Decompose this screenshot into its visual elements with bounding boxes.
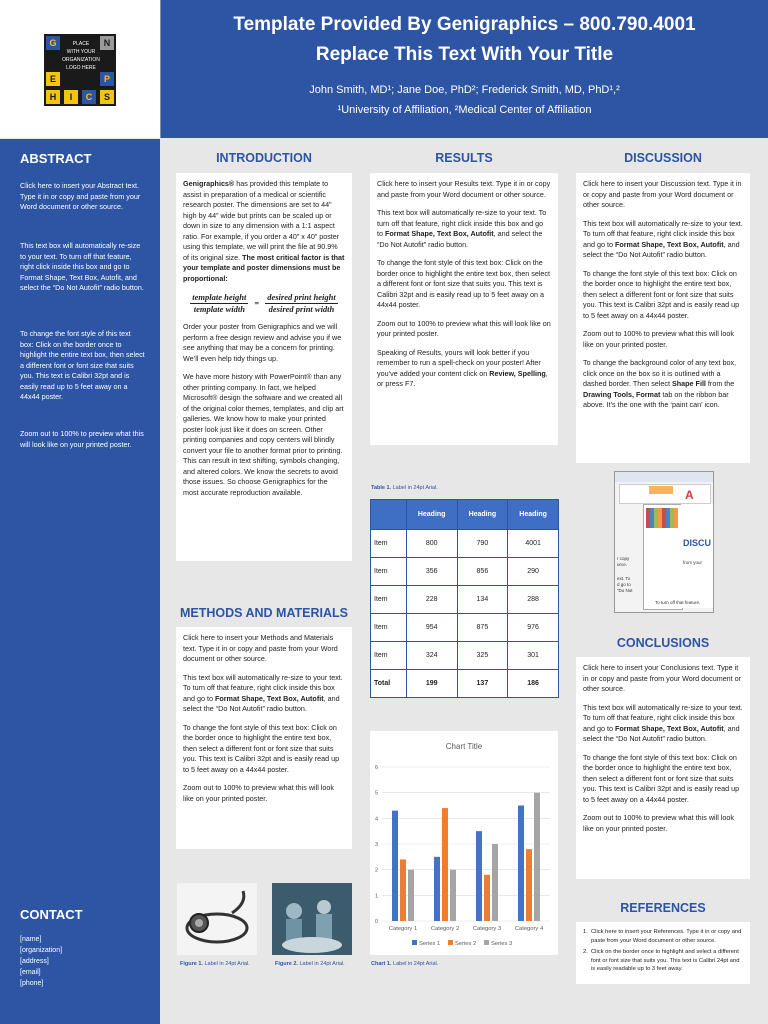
legend-label: Series 1 [419,941,441,947]
contact-organization: [organization] [20,947,63,954]
results-paragraph: Speaking of Results, yours will look better if you remember to run a spell-check on your poster! After you’ve added your content click on Review, Spelling, or press F7. [377,347,548,388]
table-header-cell: Heading [406,500,457,530]
logo-letter-s: S [100,90,114,104]
discussion-paragraph: To change the font style of this text box: Click on the border once to highlight the entire text box, then select a different font or font size that suits you. This text is Calibri 32pt and is easily read up to 5 feet away on a 44x44 poster. [583,268,740,320]
methods-paragraph: Zoom out to 100% to preview what this will look like on your printed poster. [183,783,335,803]
table-total-row [371,670,559,698]
y-tick-label: 5 [374,790,378,797]
poster-header [161,0,768,138]
table-header-row [371,500,559,530]
legend-label: Series 2 [455,941,477,947]
chart-bar [400,859,406,921]
table-cell: 288 [508,586,559,614]
discussion-paragraph: Click here to insert your Discussion text. Type it in or copy and paste from your Word document or other source. [583,179,742,209]
introduction-heading: INTRODUCTION [216,151,312,165]
table-header-cell [371,500,407,530]
table-cell: 325 [457,642,508,670]
discussion-paragraph: To change the background color of any text box, click once on the box so it is outlined with a dashed border. Then select Shape Fill from the Drawing Tools, Format tab on the ribbon bar above. It’s the one with the ‘paint can’ icon. [583,358,737,409]
conclusions-paragraph: Click here to insert your Conclusions text. Type it in or copy and paste from your Word document or other source. [583,663,742,693]
discussion-paragraph: This text box will automatically re-size to your text. To turn off that feature, right click inside this box and go to Format Shape, Text Box, Autofit, and select the “Do Not Autofit” radio button. [583,218,743,259]
discussion-paragraph: Zoom out to 100% to preview what this will look like on your printed poster. [583,329,735,349]
table-cell: 800 [406,530,457,558]
legend-swatch [412,940,417,945]
chart-bar [492,844,498,921]
table-row [371,642,559,670]
table-caption: Table 1. Label in 24pt Arial. [371,485,438,491]
table-cell: 199 [406,670,457,698]
methods-heading: METHODS AND MATERIALS [179,606,349,620]
conclusions-paragraph: This text box will automatically re-size to your text. To turn off that feature, right click inside this box and go to Format Shape, Text Box, Autofit, and select the “Do Not Autofit” radio button. [583,702,743,743]
logo-letter-p: P [100,72,114,86]
table-row [371,558,559,586]
logo-letter-n: N [100,36,114,50]
intro-paragraph: We have more history with PowerPoint® than any other printing company. In fact, we helped Microsoft® design the software and we created all of the original color themes, templates, and clip art galleries. We know how to make your printed poster look just like it does on screen. Other printing companies and copy centers will blindly convert your file to another format prior to printing. This can result in text shifting, symbols changing, and altered colors. We know the secrets to avoid those issues. So choose Genigraphics for the most accurate reproduction available. [183,372,344,497]
table-cell: 856 [457,558,508,586]
stethoscope-photo [177,883,257,955]
chart-box [370,731,558,955]
abstract-paragraph: Click here to insert your Abstract text. Type it in or copy and paste from your Word document or other source. [20,181,141,211]
contact-phone: [phone] [20,980,44,987]
table-cell: 954 [406,614,457,642]
introduction-box [176,173,352,561]
logo-letter-c: C [82,90,96,104]
chart-bar [434,857,440,921]
y-tick-label: 1 [374,893,378,900]
x-tick-label: Category 1 [388,926,418,932]
table-cell: 4001 [508,530,559,558]
abstract-paragraph: Zoom out to 100% to preview what this will look like on your printed poster. [20,429,144,449]
abstract-heading: ABSTRACT [20,151,92,166]
contact-details [20,934,145,989]
table-cell: Item [371,642,407,670]
chart-caption: Chart 1. Label in 24pt Arial. [371,961,439,967]
results-heading: RESULTS [435,151,493,165]
legend-swatch [448,940,453,945]
figure1-caption: Figure 1. Label in 24pt Arial. [180,961,250,967]
chart-bar [450,870,456,921]
table-header-cell: Heading [508,500,559,530]
aspect-ratio-formula: template height template width = desired print height desired print width [192,292,336,314]
table-cell: Item [371,530,407,558]
table-cell: 356 [406,558,457,586]
references-heading: REFERENCES [620,901,706,915]
chart-bar [534,793,540,921]
poster-title-line2: Replace This Text With Your Title [315,44,614,65]
authors: John Smith, MD¹; Jane Doe, PhD²; Frederick Smith, MD, PhD¹,² [309,84,620,96]
chart-bar [526,849,532,921]
conclusions-box [576,657,750,879]
table-cell: 290 [508,558,559,586]
table-cell: 228 [406,586,457,614]
table-header-cell: Heading [457,500,508,530]
results-paragraph: Click here to insert your Results text. Type it in or copy and paste from your Word document or other source. [377,179,551,199]
contact-heading: CONTACT [20,907,83,922]
y-tick-label: 0 [374,919,378,925]
logo-panel [0,0,161,138]
table-cell: Item [371,558,407,586]
surgery-photo [272,883,352,955]
table-cell: 324 [406,642,457,670]
intro-paragraph: Order your poster from Genigraphics and we will perform a free design review and advise you if we see anything that may be a concern for printing. We’ll even help tidy things up. [183,322,342,363]
results-paragraph: This text box will automatically re-size to your text. To turn off that feature, right click inside this box and go to Format Shape, Text Box, Autofit, and select the “Do Not Autofit” radio button. [377,208,547,249]
chart-title: Chart Title [445,742,483,751]
table-row [371,586,559,614]
poster-title-line1: Template Provided By Genigraphics – 800.790.4001 [233,14,696,35]
conclusions-heading: CONCLUSIONS [616,636,710,650]
chart-bar [476,831,482,921]
table-cell: 137 [457,670,508,698]
chart-bar [484,875,490,921]
contact-email: [email] [20,969,41,976]
y-tick-label: 3 [374,842,378,848]
affiliations: ¹University of Affiliation, ²Medical Center of Affiliation [337,104,592,116]
x-tick-label: Category 4 [514,926,544,932]
table-cell: 301 [508,642,559,670]
discussion-heading: DISCUSSION [624,151,702,165]
chart-bar [518,806,524,922]
table-row [371,614,559,642]
y-tick-label: 2 [374,867,378,874]
x-tick-label: Category 2 [430,926,460,932]
conclusions-paragraph: To change the font style of this text box: Click on the border once to highlight the entire text box, then select a different font or font size that suits you. This text is Calibri 32pt and is easily read up to 5 feet away on a 44x44 poster. [583,752,740,804]
conclusions-paragraph: Zoom out to 100% to preview what this will look like on your printed poster. [583,813,735,833]
methods-paragraph: This text box will automatically re-size to your text. To turn off that feature, right click inside this box and go to Format Shape, Text Box, Autofit, and select the “Do Not Autofit” radio button. [183,672,343,713]
x-tick-label: Category 3 [472,926,502,932]
table-cell: 790 [457,530,508,558]
results-paragraph: Zoom out to 100% to preview what this will look like on your printed poster. [377,318,551,338]
logo-letter-e: E [46,72,60,86]
methods-paragraph: Click here to insert your Methods and Materials text. Type it in or copy and paste from your Word document or other source. [183,633,338,663]
abstract-paragraph: This text box will automatically re-size to your text. To turn off that feature, right click inside this box and go to Format Shape, Text Box, Autofit, and select the “Do Not Autofit” radio button. [20,241,144,292]
logo-letter-g: G [46,36,60,50]
y-tick-label: 4 [374,816,378,823]
chart-bar [392,811,398,921]
ribbon-screenshot: A DISCU r copy urce. ext. To d go to “Do Not To turn off that feature, from your [614,471,714,613]
figure2-caption: Figure 2. Label in 24pt Arial. [275,961,345,967]
logo-letter-i: I [64,90,78,104]
results-box [370,173,558,445]
legend-swatch [484,940,489,945]
abstract-paragraph: To change the font style of this text box: Click on the border once to highlight the entire text box, then select a different font or font size that suits you. This text is Calibri 32pt and is easily read up to 5 feet away on a 44x44 poster. [20,329,145,401]
intro-paragraph: Genigraphics® has provided this template to assist in preparation of a medical or scientific research poster. The dimensions are set to 44” high by 44” wide but prints can be scaled up or down in size to any dimension with a 1:1 aspect ratio. For example, if you order a 40” x 40” poster using this template, we will print the file at 90.9% of its original size. The most critical factor is that your template and poster dimensions must be proportional: [183,179,345,283]
reference-item: 2. Click on the border once to highlight and select a different font or font size that suits you. This text is Calibri 24pt and is easily readable up to 3 feet away. [583,949,740,972]
contact-address: [address] [20,958,49,965]
logo-placeholder-text: PLACE WITH YOUR ORGANIZATION LOGO HERE [62,41,100,71]
table-cell: 976 [508,614,559,642]
bar-chart [370,731,558,955]
contact-name: [name] [20,936,42,943]
results-paragraph: To change the font style of this text box: Click on the border once to highlight the entire text box, then select a different font or font size that suits you. This text is Calibri 32pt and is easily read up to 5 feet away on a 44x44 poster. [377,258,551,309]
organization-logo [44,34,116,106]
chart-bar [442,808,448,921]
table-cell: Total [371,670,407,698]
table-cell: Item [371,614,407,642]
methods-box [176,627,352,849]
chart-bar [408,870,414,921]
legend-label: Series 3 [491,941,513,947]
discussion-box [576,173,750,463]
table-cell: 186 [508,670,559,698]
table-row [371,530,559,558]
logo-letter-h: H [46,90,60,104]
table-cell: Item [371,586,407,614]
reference-item: 1. Click here to insert your References. Type it in or copy and paste from your Word document or other source. [583,929,742,944]
methods-paragraph: To change the font style of this text box: Click on the border once to highlight the entire text box, then select a different font or font size that suits you. This text is Calibri 32pt and is easily read up to 5 feet away on a 44x44 poster. [183,722,340,774]
table-cell: 875 [457,614,508,642]
y-tick-label: 6 [374,765,378,771]
references-box [576,922,750,984]
results-table [370,499,559,698]
table-cell: 134 [457,586,508,614]
sidebar [0,139,160,1024]
